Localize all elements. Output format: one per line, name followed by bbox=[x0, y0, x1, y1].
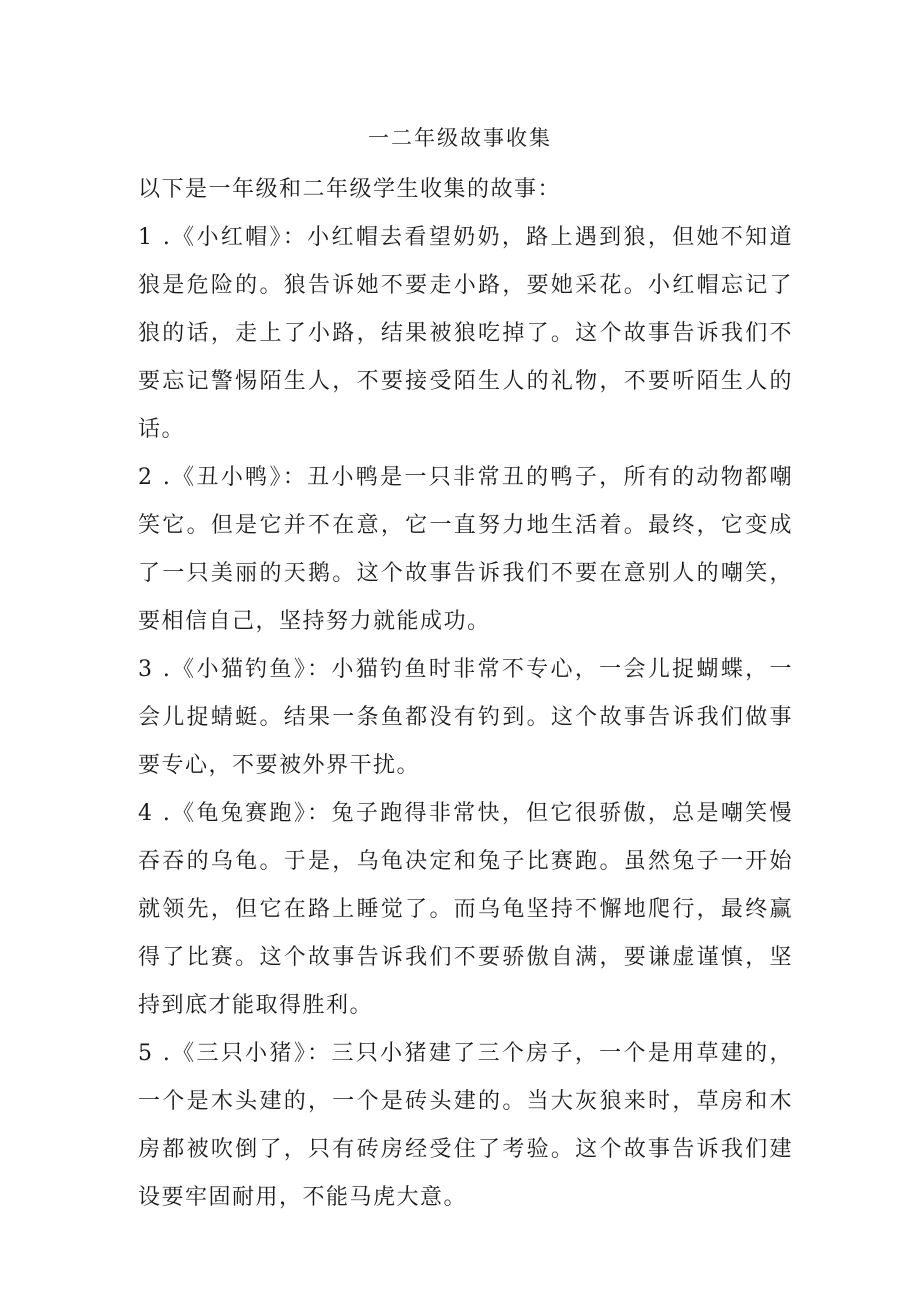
story-paragraph-5: 5 .《三只小猪》：三只小猪建了三个房子，一个是用草建的，一个是木头建的，一个是砖头建的。当大灰狼来时，草房和木房都被吹倒了，只有砖房经受住了考验。这个故事告诉我们建设要牢固耐用，不能马虎大意。 bbox=[138, 1041, 793, 1210]
story-paragraph-3: 3 .《小猫钓鱼》：小猫钓鱼时非常不专心，一会儿捉蝴蝶，一会儿捉蜻蜓。结果一条鱼都没有钓到。这个故事告诉我们做事要专心，不要被外界干扰。 bbox=[138, 657, 793, 778]
story-paragraph-1: 1 .《小红帽》：小红帽去看望奶奶，路上遇到狼，但她不知道狼是危险的。狼告诉她不要走小路，要她采花。小红帽忘记了狼的话，走上了小路，结果被狼吃掉了。这个故事告诉我们不要忘记警惕陌生人，不要接受陌生人的礼物，不要听陌生人的话。 bbox=[138, 225, 793, 442]
story-paragraph-2: 2 .《丑小鸭》：丑小鸭是一只非常丑的鸭子，所有的动物都嘲笑它。但是它并不在意，它一直努力地生活着。最终，它变成了一只美丽的天鹅。这个故事告诉我们不要在意别人的嘲笑，要相信自己，坚持努力就能成功。 bbox=[138, 465, 793, 634]
intro-paragraph: 以下是一年级和二年级学生收集的故事： bbox=[138, 177, 562, 202]
story-paragraph-4: 4 .《龟兔赛跑》：兔子跑得非常快，但它很骄傲，总是嘲笑慢吞吞的乌龟。于是，乌龟决定和兔子比赛跑。虽然兔子一开始就领先，但它在路上睡觉了。而乌龟坚持不懈地爬行，最终赢得了比赛。这个故事告诉我们不要骄傲自满，要谦虚谨慎，坚持到底才能取得胜利。 bbox=[138, 801, 793, 1018]
document-body bbox=[138, 166, 793, 1222]
page-title: 一二年级故事收集 bbox=[368, 126, 552, 150]
